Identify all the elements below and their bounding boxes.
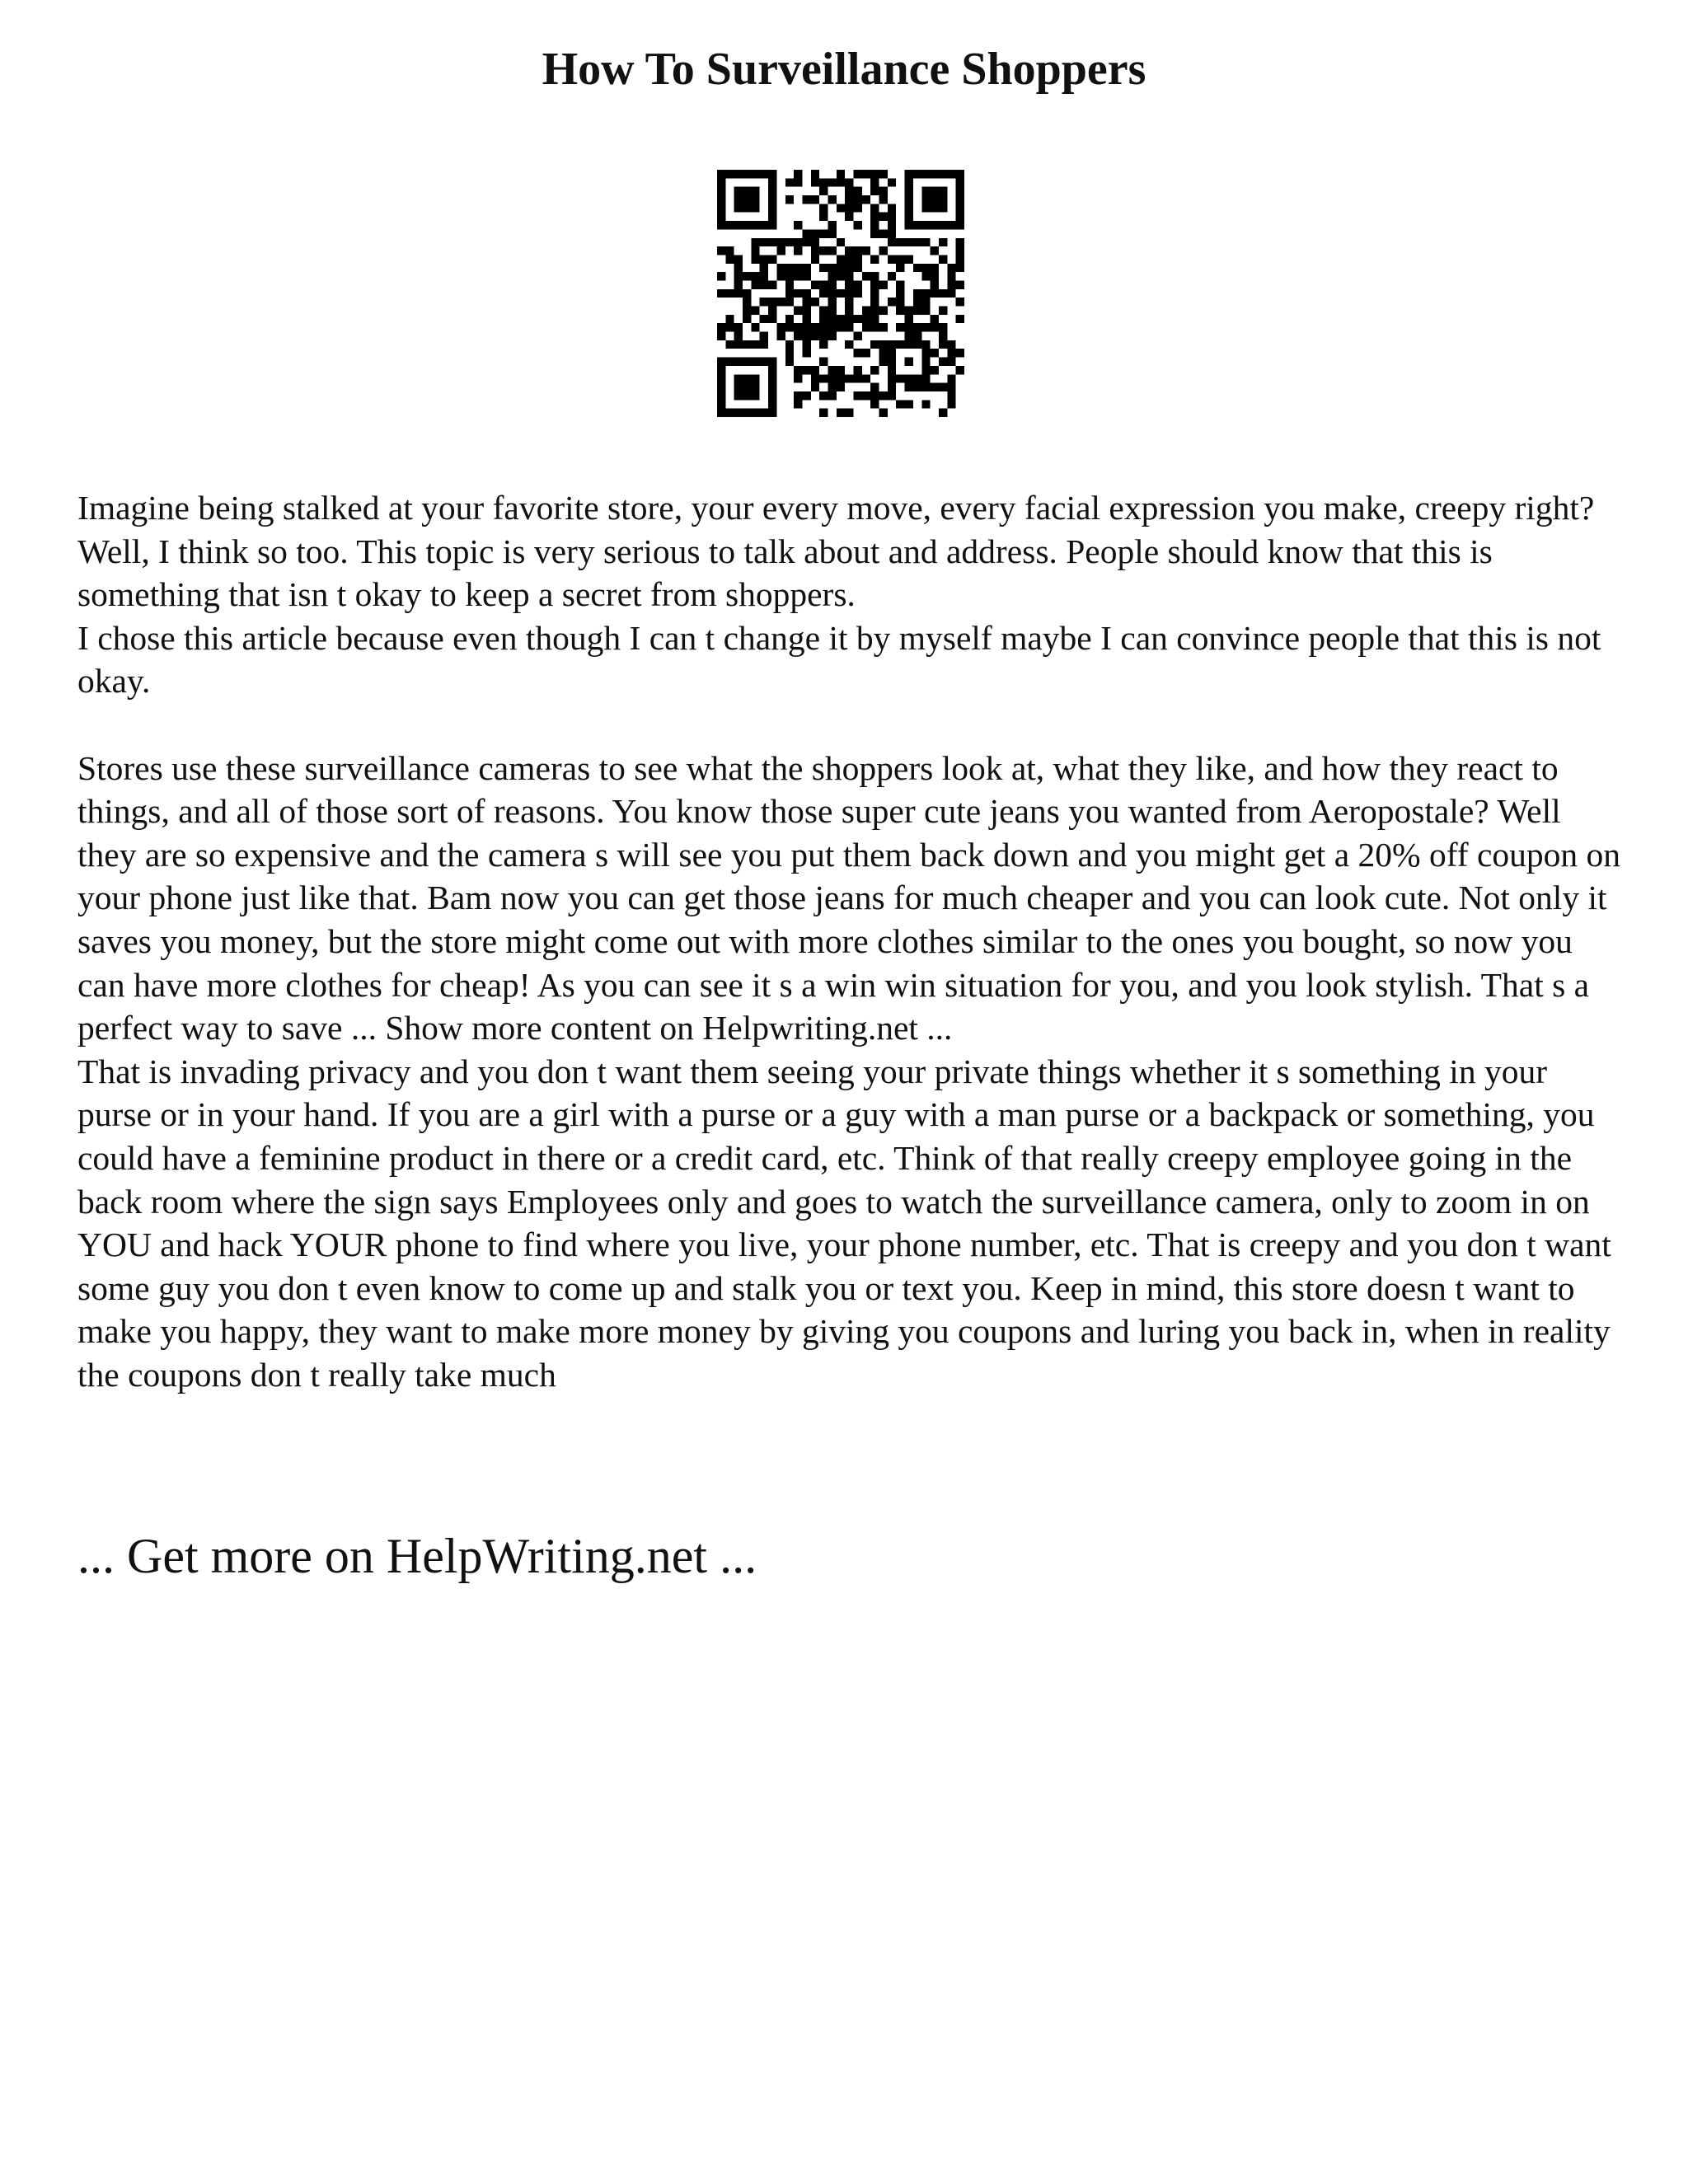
paragraph-privacy: That is invading privacy and you don t want them seeing your private things whether it s something in your purse or in your hand. If you are a girl with a purse or a guy with a man purse or a backpack or something, you could have a feminine product in there or a credit card, etc. Think of that really creepy employee going in the back room where the sign says Employees only and goes to watch the surveillance camera, only to zoom in on YOU and hack YOUR phone to find where you live, your phone number, etc. That is creepy and you don t want some guy you don t even know to come up and stalk you or text you. Keep in mind, this store doesn t want to make you happy, they want to make more money by giving you coupons and luring you back in, when in reality the coupons don t really take much — [77, 1052, 1611, 1394]
page-title: How To Surveillance Shoppers — [542, 44, 1146, 95]
get-more-link[interactable]: ... Get more on HelpWriting.net ... — [77, 1529, 757, 1583]
qr-code-icon — [717, 170, 964, 417]
paragraph-stores: Stores use these surveillance cameras to see what the shoppers look at, what they like, and how they react to things, and all of those sort of reasons. You know those super cute jeans you wanted from Aeropostale? Well they are so expensive and the camera s will see you put them back down and you might get a 20% off coupon on your phone just like that. Bam now you can get those jeans for much cheaper and you can look cute. Not only it saves you money, but the store might come out with more clothes similar to the ones you bought, so now you can have more clothes for cheap! As you can see it s a win win situation for you, and you look stylish. That s a perfect way to save ... Show more content on Helpwriting.net ... — [77, 748, 1620, 1047]
qr-code-graphic — [717, 170, 964, 417]
article-body — [77, 486, 1627, 1396]
paragraph-reason: I chose this article because even though I can t change it by myself maybe I can convince people that this is not okay. — [77, 618, 1601, 701]
paragraph-intro: Imagine being stalked at your favorite store, your every move, every facial expression you make, creepy right? Well, I think so too. This topic is very serious to talk about and address. People should know that this is something that isn t okay to keep a secret from shoppers. — [77, 489, 1595, 614]
